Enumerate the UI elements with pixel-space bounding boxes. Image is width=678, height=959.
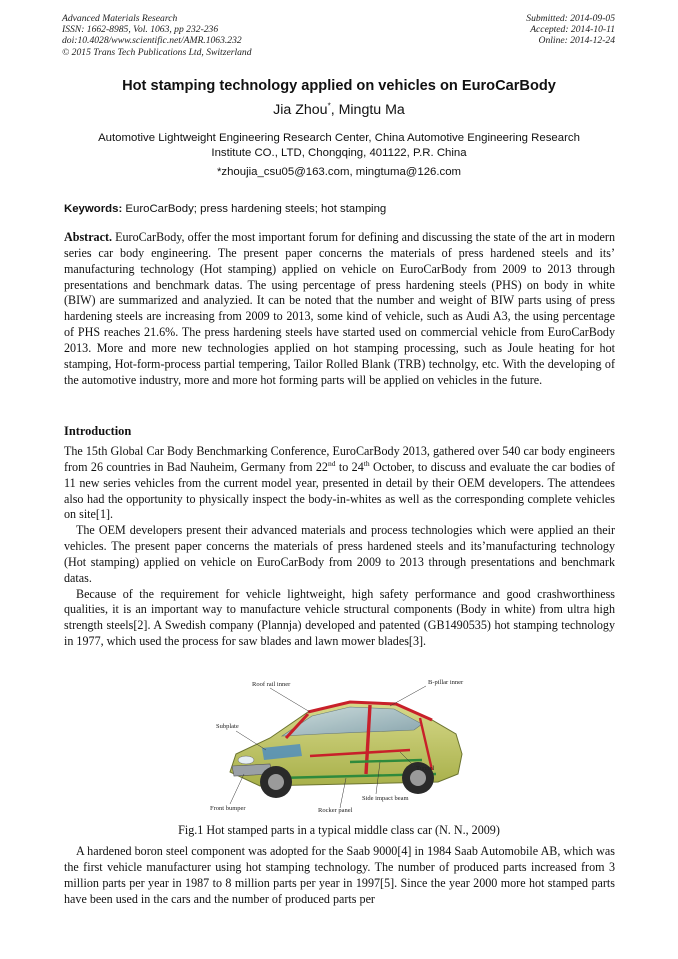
intro-p1-part-b: to 24 <box>335 459 364 474</box>
intro-paragraph-1 <box>64 444 615 523</box>
label-b-pillar-inner: B-pillar inner <box>428 679 464 686</box>
affiliation-line-1: Automotive Lightweight Engineering Research Center, China Automotive Engineering Research <box>98 132 580 144</box>
affiliation-line-2: Institute CO., LTD, Chongqing, 401122, P.R. China <box>211 147 467 159</box>
date-accepted: Accepted: 2014-10-11 <box>530 24 615 36</box>
introduction-body <box>64 444 615 650</box>
car-body-illustration <box>200 674 480 816</box>
author-1: Jia Zhou <box>273 102 328 118</box>
keywords <box>64 203 616 215</box>
intro-p1-sup-nd: nd <box>327 458 336 468</box>
paper-title: Hot stamping technology applied on vehicles on EuroCarBody <box>122 78 556 94</box>
abstract <box>64 230 615 388</box>
corresponding-mark: * <box>327 101 331 111</box>
journal-issn: ISSN: 1662-8985, Vol. 1063, pp 232-236 <box>62 24 219 36</box>
journal-copyright: © 2015 Trans Tech Publications Ltd, Switzerland <box>62 46 252 58</box>
author-list <box>0 102 678 118</box>
intro-p1-sup-th: th <box>363 458 370 468</box>
section-heading-introduction: Introduction <box>64 424 132 438</box>
label-rocker-panel: Rocker panel <box>318 807 353 814</box>
date-online: Online: 2014-12-24 <box>538 35 615 47</box>
after-figure-paragraph-1: A hardened boron steel component was adopted for the Saab 9000[4] in 1984 Saab Automobile AB, which was the first vehicle manufacturer using hot stamping technology. The number of produced parts increased from 3 million parts per year in 1987 to 8 million parts per year in 1997[5]. Since the year 2000 more hot stamped parts have been used in the cars and the number of produced parts per <box>64 844 615 906</box>
journal-header-right <box>526 13 615 47</box>
intro-p1-part-c: October, to discuss and evaluate the car bodies of 11 new series vehicles from the current model year, presented in detail by their OEM developers. The attendees also had the opportunity to physically inspect the body-in-whites as well as the corresponding complete vehicles on site[1]. <box>64 459 615 522</box>
journal-name: Advanced Materials Research <box>62 13 178 24</box>
intro-paragraph-2: The OEM developers present their advanced materials and process technologies which were applied an their vehicles. The present paper concerns the materials of press hardened steels and its’manufacturing technology (Hot stamping) applied on vehicle on EuroCarBody from 2009 to 2013 through presentations and benchmark datas. <box>64 523 615 585</box>
label-roof-rail-inner: Roof rail inner <box>252 681 291 688</box>
keywords-text: EuroCarBody; press hardening steels; hot stamping <box>122 203 387 215</box>
label-tunnel: Tunnel <box>416 765 435 772</box>
journal-header-left <box>62 13 252 58</box>
figure-car-body <box>200 674 480 816</box>
label-side-impact-beam: Side impact beam <box>362 795 409 802</box>
figure-caption: Fig.1 Hot stamped parts in a typical middle class car (N. N., 2009) <box>178 823 500 837</box>
abstract-text: EuroCarBody, offer the most important forum for defining and discussing the state of the art in modern series car body engineering. The present paper concerns the materials of press hardened steels and its’ manufacturing technology (Hot stamping) applied on vehicle on EuroCarBody from 2009 to 2013 through presentations and benchmark datas. The using percentage of press hardening steels (PHS) on body in white (BIW) are summarized and analyzied. It can be noted that the number and weight of BIW parts using of press hardening steels are increasing from 2009 to 2013, some kind of vehicle, such as Audi A3, the using percentage of PHS reaches 21.6%. The press hardening steels have started used on commercial vehicle from EuroCarBody 2013. More and more new technologies applied on hot stamping processing, such as Joule heating for hot stamping, Hot-form-process partial tempering, Tailor Rolled Blank (TRB) technolgy, etc. With the developing of the automotive industry, more and more hot forming parts will be applied on vehicles in the future. <box>64 230 615 387</box>
intro-p1-part-a: The 15th Global Car Body Benchmarking Conference, EuroCarBody 2013, gathered over 540 car body engineers from 26 countries in Bad Nauheim, Germany from 22 <box>64 444 615 474</box>
label-subplate: Subplate <box>216 723 239 730</box>
author-2: , Mingtu Ma <box>330 102 405 118</box>
label-front-bumper: Front bumper <box>210 805 246 812</box>
keywords-label: Keywords: <box>64 203 123 215</box>
date-submitted: Submitted: 2014-09-05 <box>526 13 615 24</box>
author-emails: *zhoujia_csu05@163.com, mingtuma@126.com <box>216 166 462 178</box>
body-after-figure <box>64 844 615 907</box>
abstract-label: Abstract. <box>64 230 113 244</box>
journal-doi: doi:10.4028/www.scientific.net/AMR.1063.232 <box>62 35 242 47</box>
intro-paragraph-3: Because of the requirement for vehicle lightweight, high safety performance and good crashworthiness qualities, it is an important way to manufacture vehicle structural components (Body in white) from ultra high strength steels[2]. A Swedish company (Plannja) developed and patented (GB1490535) hot stamping technology in 1977, which used the process for saw blades and lawn mower blades[3]. <box>64 586 615 649</box>
affiliation <box>62 131 616 161</box>
